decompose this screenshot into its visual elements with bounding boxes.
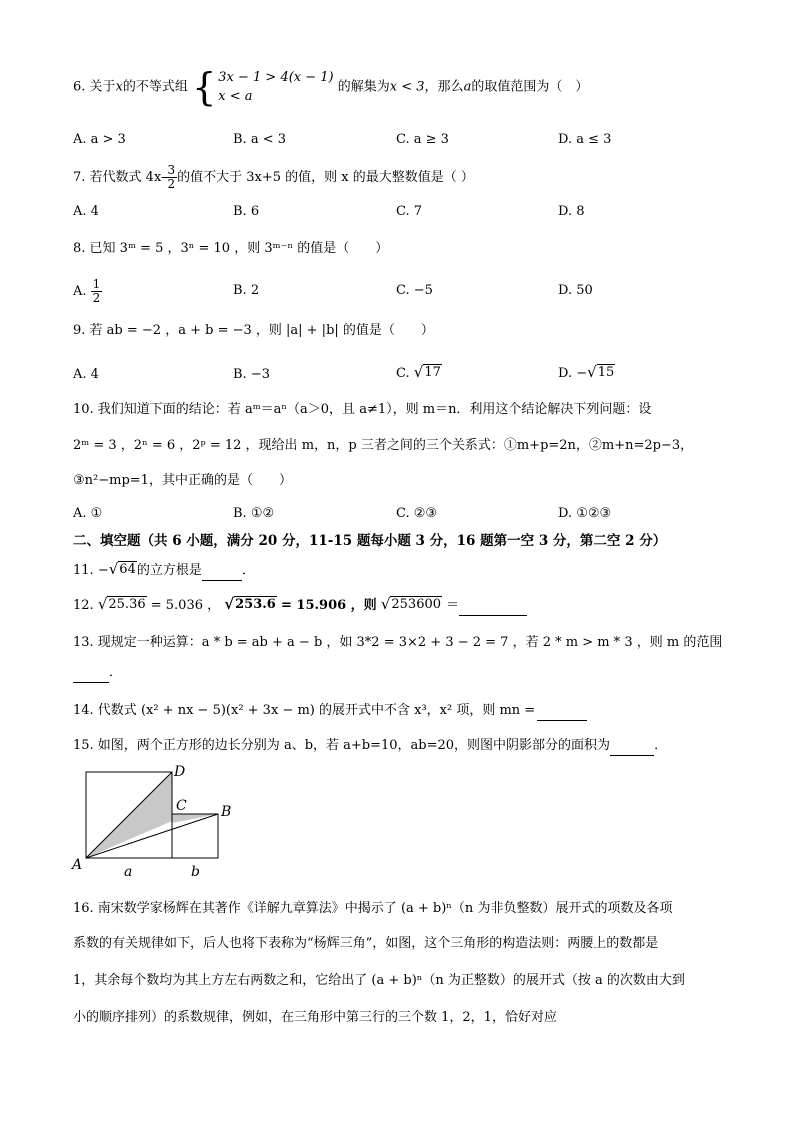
q9-option-b: B. −3 (233, 367, 270, 382)
radical-icon: √ (413, 363, 424, 381)
left-brace-icon: { (192, 65, 217, 109)
radical-icon: √ (587, 363, 597, 381)
q15-text: 15. 如图，两个正方形的边长分别为 a、b，若 a+b=10，ab=20，则图中阴影部分的面积为 (73, 738, 611, 753)
q8-option-d: D. 50 (558, 283, 593, 298)
q9-option-d (558, 364, 615, 383)
radical-icon: √ (108, 560, 119, 578)
q11-radicand: 64 (119, 562, 136, 577)
q6-var-a: a (463, 79, 472, 95)
q8-text: 已知 3ᵐ = 5 ，3ⁿ = 10 ，则 3ᵐ⁻ⁿ 的值是（ ） (89, 241, 389, 256)
q15-answer-blank[interactable] (610, 737, 654, 756)
q15-squares-figure (70, 766, 240, 886)
q6-number: 6. (73, 79, 86, 95)
q7-option-a: A. 4 (73, 204, 99, 219)
q9-option-d-sqrt (587, 364, 615, 380)
q6-text-c: 的解集为 (337, 79, 390, 95)
q6-option-c: C. a ≥ 3 (396, 132, 449, 147)
q7-text-a: 若代数式 4x- (89, 170, 166, 185)
q11-text: 的立方根是 (136, 563, 202, 578)
q16-line3: 1，其余每个数均为其上方左右两数之和，它给出了 (a + b)ⁿ（n 为正整数）的展开式（按 a 的次数由大到 (73, 973, 685, 988)
q14-answer-blank[interactable] (537, 702, 587, 721)
q12-radicand-2: 253.6 (235, 597, 276, 612)
q6-option-d: D. a ≤ 3 (558, 132, 612, 147)
q8-stem (73, 240, 388, 258)
radical-icon: √ (97, 595, 108, 613)
q6-system-row2: x < a (218, 89, 253, 104)
q12-eq-2: = 15.906 ，则 (280, 598, 377, 613)
q9-option-c (396, 364, 442, 383)
q7-text-b: 的值不大于 3x+5 的值，则 x 的最大整数值是（ ） (177, 170, 474, 185)
q7-frac-den: 2 (167, 177, 176, 191)
q7-number: 7. (73, 170, 86, 185)
label-c: C (176, 798, 187, 814)
q15-stem: 15. 如图，两个正方形的边长分别为 a、b，若 a+b=10，ab=20，则图中阴影部分的面积为 ． (73, 737, 667, 756)
q11-number: 11. (73, 563, 94, 578)
q8-option-a-fraction (91, 278, 103, 305)
q7-frac-num: 3 (167, 163, 176, 177)
q11-sqrt (109, 561, 137, 577)
q8-option-a-label: A. (73, 284, 87, 299)
q12-radicand-3: 253600 (391, 597, 442, 612)
q11-minus: − (97, 563, 109, 578)
q12-sqrt-2 (224, 596, 277, 612)
q10-option-d: D. ①②③ (558, 506, 612, 521)
q12-sqrt-3 (381, 596, 442, 612)
q9-option-d-label: D. − (558, 366, 588, 381)
q16-line1: 16. 南宋数学家杨辉在其著作《详解九章算法》中揭示了 (a + b)ⁿ（n 为非负整数）展开式的项数及各项 (73, 901, 673, 916)
label-a-point: A (72, 857, 83, 873)
section-heading-fill-in: 二、填空题（共 6 小题，满分 20 分，11-15 题每小题 3 分，16 题第一空 3 分，第二空 2 分） (73, 533, 667, 549)
radical-icon: √ (224, 595, 235, 613)
q6-text-a: 关于 (89, 79, 116, 95)
q10-option-c: C. ②③ (396, 506, 438, 521)
q6-system-row1: 3x − 1 > 4(x − 1) (218, 70, 334, 85)
q9-stem (73, 322, 434, 340)
q9-option-c-sqrt (414, 364, 442, 380)
q16-line4: 小的顺序排列）的系数规律，例如，在三角形中第三行的三个数 1，2，1，恰好对应 (73, 1010, 557, 1025)
label-d: D (174, 764, 186, 780)
q13-line1: 13. 现规定一种运算：a * b = ab + a − b ，如 3*2 = 3×2 + 3 − 2 = 7 ，若 2 * m > m * 3 ，则 m 的范围 (73, 635, 723, 650)
q6-stem (73, 65, 589, 109)
q7-option-c: C. 7 (396, 204, 423, 219)
q13-answer-blank[interactable] (73, 664, 109, 683)
label-b-point: B (221, 804, 232, 820)
q7-stem (73, 164, 474, 191)
q8-option-b: B. 2 (233, 283, 260, 298)
q10-option-b: B. ①② (233, 506, 275, 521)
label-b-length: b (191, 864, 200, 880)
q16-line2: 系数的有关规律如下，后人也将下表称为“杨辉三角”，如图，这个三角形的构造法则：两腰上的数都是 (73, 936, 659, 951)
q7-option-d: D. 8 (558, 204, 585, 219)
q6-text-d: ，那么 (424, 79, 464, 95)
q14-stem (73, 702, 587, 721)
q9-option-c-label: C. (396, 366, 410, 381)
q12-radicand-1: 25.36 (108, 597, 146, 612)
q6-text-e: 的取值范围为（ ） (471, 79, 589, 95)
q6-option-a: A. a > 3 (73, 132, 126, 147)
q6-text-b: 的不等式组 (122, 79, 188, 95)
q9-option-a: A. 4 (73, 367, 99, 382)
q12-answer-blank[interactable] (459, 597, 527, 616)
q7-fraction (165, 164, 177, 191)
q6-inequality-system (192, 65, 334, 109)
q10-line3: ③n²−mp=1，其中正确的是（ ） (73, 473, 292, 488)
q12-eq-3: ＝ (446, 598, 460, 613)
label-a-length: a (124, 864, 133, 880)
q10-line1: 10. 我们知道下面的结论：若 aᵐ＝aⁿ（a＞0，且 a≠1），则 m＝n．利用这个结论解决下列问题：设 (73, 402, 652, 417)
q6-option-b: B. a < 3 (233, 132, 286, 147)
q11-answer-blank[interactable] (202, 562, 242, 581)
q9-option-c-radicand: 17 (424, 365, 441, 380)
q9-number: 9. (73, 323, 86, 338)
q8-option-c: C. −5 (396, 283, 433, 298)
q14-text: 14. 代数式 (x² + nx − 5)(x² + 3x − m) 的展开式中不含 x³，x² 项，则 mn = (73, 703, 536, 718)
q6-condition: x < 3 (389, 79, 425, 95)
q8-option-a-den: 2 (92, 291, 101, 305)
q10-option-a: A. ① (73, 506, 103, 521)
q12-eq-1: = 5.036 ， (150, 598, 221, 613)
q13-line2: ． (73, 664, 122, 683)
q12-sqrt-1 (98, 596, 147, 612)
q11-stem: 11. − √ 64 的立方根是 ． (73, 561, 255, 581)
q8-option-a (73, 278, 102, 305)
q12-stem (73, 596, 527, 616)
q12-number: 12. (73, 598, 94, 613)
q10-line2: 2ᵐ = 3 ，2ⁿ = 6 ，2ᵖ = 12 ，现给出 m，n，p 三者之间的三个关系式：①m+p=2n，②m+n=2p−3， (73, 438, 694, 453)
q7-option-b: B. 6 (233, 204, 260, 219)
q6-var-x: x (115, 79, 123, 95)
q9-text: 若 ab = −2 ，a + b = −3 ，则 |a| + |b| 的值是（ ） (89, 323, 434, 338)
q9-option-d-radicand: 15 (597, 365, 615, 380)
q8-option-a-num: 1 (92, 277, 101, 291)
radical-icon: √ (380, 595, 391, 613)
q8-number: 8. (73, 241, 86, 256)
